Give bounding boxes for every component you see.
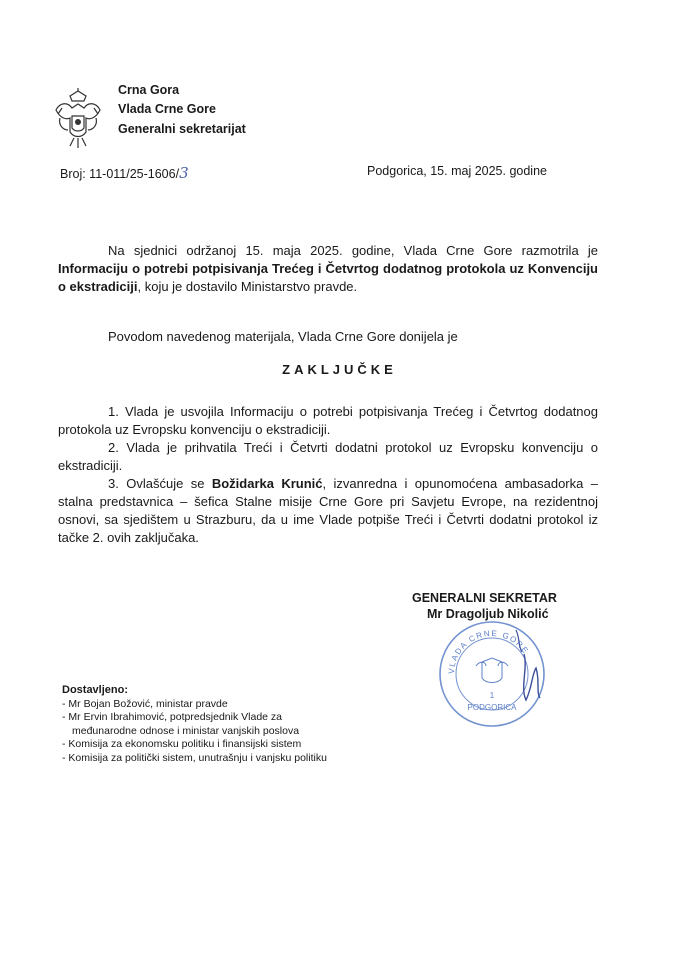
decision-intro: Povodom navedenog materijala, Vlada Crne Gore donijela je [108,329,458,344]
coat-of-arms-emblem [52,88,104,150]
reference-number-text: Broj: 11-011/25-1606/ [60,167,180,181]
conclusion-3-text-a: 3. Ovlašćuje se [108,476,212,491]
stamp-city: PODGORICA [467,703,517,712]
signatory-name: Mr Dragoljub Nikolić [427,607,549,621]
conclusions-heading: ZAKLJUČKE [282,362,397,377]
conclusion-3 [58,475,598,547]
signature-strokes [524,654,540,700]
conclusion-1: 1. Vlada je usvojila Informaciju o potrebi potpisivanja Trećeg i Četvrtog dodatnog protokola uz Evropsku konvenciju o ekstradiciji. [58,404,598,437]
distribution-item: - Mr Ervin Ibrahimović, potpredsjednik Vlade za međunarodne odnose i ministar vanjskih poslova [62,711,300,737]
handwritten-suffix: 3 [179,164,189,182]
distribution-item: - Komisija za politički sistem, unutrašnju i vanjsku politiku [62,751,327,764]
header-country: Crna Gora [118,83,180,97]
distribution-item: - Komisija za ekonomsku politiku i finansijski sistem [62,738,302,750]
conclusion-3-person: Božidarka Krunić [211,476,323,491]
place-date: Podgorica, 15. maj 2025. godine [367,164,547,178]
official-stamp [436,618,548,730]
stamp-number: 1 [489,691,495,700]
distribution-list [62,684,332,765]
reference-number [60,164,189,182]
intro-paragraph [58,242,598,296]
conclusion-2: 2. Vlada je prihvatila Treći i Četvrti dodatni protokol uz Evropsku konvenciju o ekstradiciji. [58,440,598,473]
header-government: Vlada Crne Gore [118,102,216,116]
header-secretariat: Generalni sekretarijat [118,122,246,136]
distribution-item: - Mr Bojan Božović, ministar pravde [62,697,228,710]
distribution-title: Dostavljeno: [62,684,129,696]
stamp-arc-text: VLADA CRNE GORE [446,628,531,675]
intro-text-b: , koju je dostavilo Ministarstvo pravde. [137,279,358,294]
conclusion-3-text-b: , izvanredna i opunomoćena ambasadorka – stalna predstavnica – šefica Stalne misije Crne Gore pri Savjetu Evrope, na rezidentnoj osnovi, sa sjedištem u Strazburu, da u ime Vlade potpiše Treći i Četvrti dodatni protokol iz tačke 2. ovih zaključaka. [58,476,598,545]
intro-text-a: Na sjednici održanoj 15. maja 2025. godine, Vlada Crne Gore razmotrila je [108,243,598,258]
signatory-title: GENERALNI SEKRETAR [412,591,557,605]
intro-subject: Informaciju o potrebi potpisivanja Trećeg i Četvrtog dodatnog protokola uz Konvenciju o ekstradiciji [58,261,598,294]
